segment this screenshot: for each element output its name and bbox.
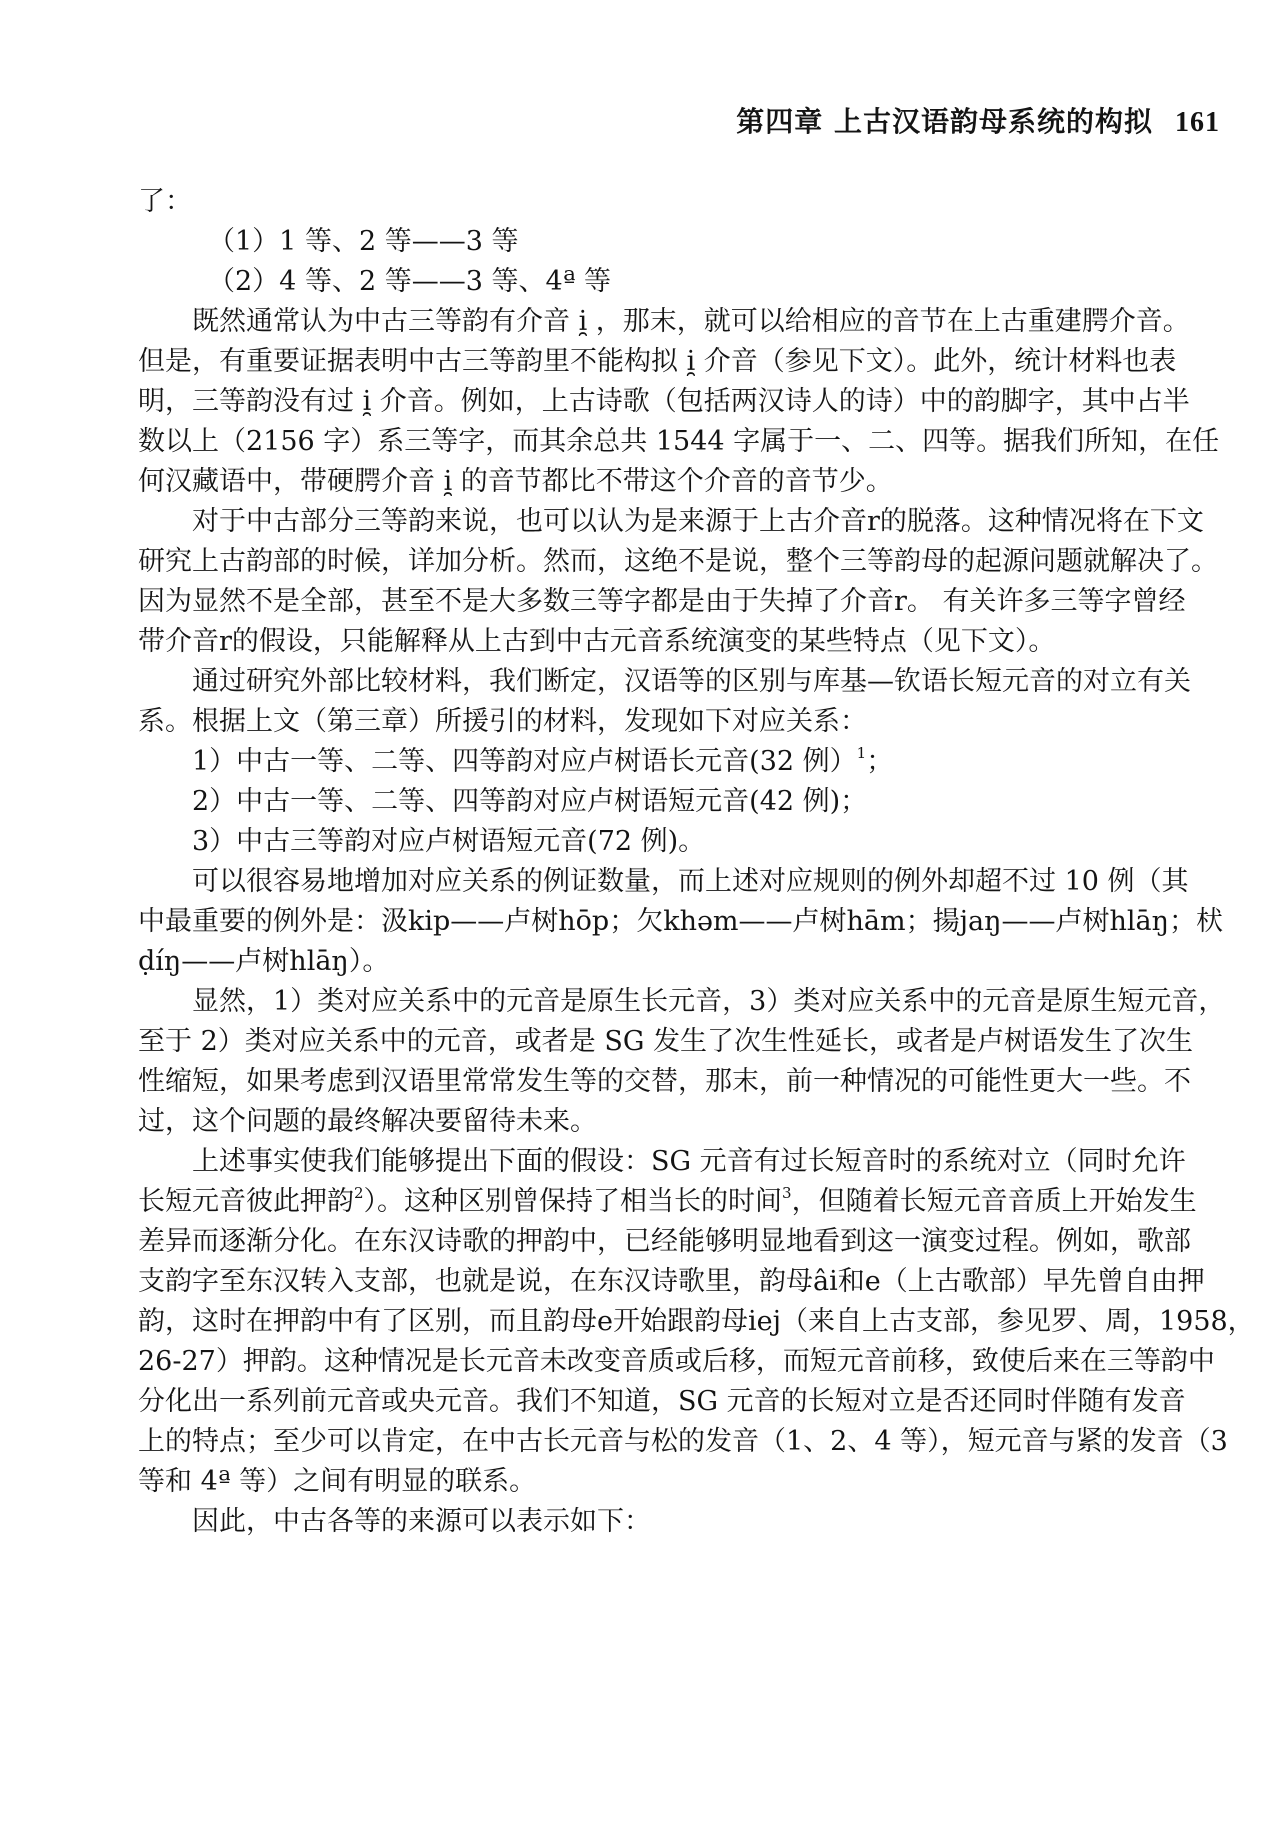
text-line: 数以上（2156 字）系三等字，而其余总共 1544 字属于一、二、四等。据我们所知，在任 — [138, 426, 1220, 457]
text-line: 2）中古一等、二等、四等韵对应卢树语短元音(42 例)； — [192, 786, 868, 817]
text-line — [138, 1182, 1233, 1222]
chapter-title: 第四章 上古汉语韵母系统的构拟 — [736, 105, 1153, 138]
text-line: 带介音r的假设，只能解释从上古到中古元音系统演变的某些特点（见下文）。 — [138, 626, 1056, 657]
text-line: 系。根据上文（第三章）所援引的材料，发现如下对应关系： — [138, 706, 867, 737]
text-line: 性缩短，如果考虑到汉语里常常发生等的交替，那末，前一种情况的可能性更大一些。不 — [138, 1066, 1191, 1097]
running-header — [736, 100, 1220, 140]
text-line: 了： — [138, 186, 192, 217]
text-line: ḍíŋ——卢树hlāŋ）。 — [138, 946, 390, 977]
text-line: 何汉藏语中，带硬腭介音 i̯ 的音节都比不带这个介音的音节少。 — [138, 466, 893, 497]
text-line: 中最重要的例外是：汲kip——卢树hōp；欠khəm——卢树hām；揚jaŋ——卢树hlāŋ；枤 — [138, 906, 1223, 937]
text-line: 明，三等韵没有过 i̯ 介音。例如，上古诗歌（包括两汉诗人的诗）中的韵脚字，其中占半 — [138, 386, 1190, 417]
text-line: 支韵字至东汉转入支部，也就是说，在东汉诗歌里，韵母âi和e（上古歌部）早先曾自由押 — [138, 1266, 1205, 1297]
text-line: 对于中古部分三等韵来说，也可以认为是来源于上古介音r的脱落。这种情况将在下文 — [192, 506, 1204, 537]
text-line: 可以很容易地增加对应关系的例证数量，而上述对应规则的例外却超不过 10 例（其 — [192, 866, 1189, 897]
text-line: 26-27）押韵。这种情况是长元音未改变音质或后移，而短元音前移，致使后来在三等韵中 — [138, 1346, 1215, 1377]
text-line: 至于 2）类对应关系中的元音，或者是 SG 发生了次生性延长，或者是卢树语发生了次生 — [138, 1026, 1193, 1057]
text-line: 3）中古三等韵对应卢树语短元音(72 例)。 — [192, 826, 706, 857]
body-text — [138, 182, 1255, 1542]
text-line: 但是，有重要证据表明中古三等韵里不能构拟 i̯ 介音（参见下文）。此外，统计材料也表 — [138, 346, 1177, 377]
text-span: ； — [866, 746, 894, 777]
text-line: （1）1 等、2 等——3 等 — [208, 226, 519, 257]
text-line: 上的特点；至少可以肯定，在中古长元音与松的发音（1、2、4 等），短元音与紧的发音（3 — [138, 1426, 1228, 1457]
text-line: 通过研究外部比较材料，我们断定，汉语等的区别与库基—钦语长短元音的对立有关 — [192, 666, 1191, 697]
text-line: 等和 4ª 等）之间有明显的联系。 — [138, 1466, 537, 1497]
text-line: 因此，中古各等的来源可以表示如下： — [192, 1506, 651, 1537]
text-line: 既然通常认为中古三等韵有介音 i̯ ，那末，就可以给相应的音节在上古重建腭介音。 — [192, 306, 1190, 337]
text-span: 长短元音彼此押韵 — [138, 1186, 354, 1217]
text-line: （2）4 等、2 等——3 等、4ª 等 — [208, 266, 612, 297]
footnote-mark: 2 — [354, 1184, 364, 1202]
text-span: 1）中古一等、二等、四等韵对应卢树语长元音(32 例） — [192, 746, 857, 777]
text-span: ）。这种区别曾保持了相当长的时间 — [363, 1186, 783, 1217]
footnote-mark: 1 — [856, 744, 867, 762]
text-span: ，但随着长短元音音质上开始发生 — [791, 1186, 1197, 1217]
text-line: 韵，这时在押韵中有了区别，而且韵母e开始跟韵母iej（来自上古支部，参见罗、周，1958， — [138, 1306, 1255, 1337]
text-line: 差异而逐渐分化。在东汉诗歌的押韵中，已经能够明显地看到这一演变过程。例如，歌部 — [138, 1226, 1191, 1257]
text-line: 上述事实使我们能够提出下面的假设：SG 元音有过长短音时的系统对立（同时允许 — [192, 1146, 1186, 1177]
text-line: 因为显然不是全部，甚至不是大多数三等字都是由于失掉了介音r。 有关许多三等字曾经 — [138, 586, 1186, 617]
text-line: 研究上古韵部的时候，详加分析。然而，这绝不是说，整个三等韵母的起源问题就解决了。 — [138, 546, 1218, 577]
text-line: 过，这个问题的最终解决要留待未来。 — [138, 1106, 597, 1137]
footnote-mark: 3 — [782, 1184, 792, 1202]
text-line: 分化出一系列前元音或央元音。我们不知道，SG 元音的长短对立是否还同时伴随有发音 — [138, 1386, 1186, 1417]
text-line — [138, 742, 1233, 782]
text-line: 显然，1）类对应关系中的元音是原生长元音，3）类对应关系中的元音是原生短元音， — [192, 986, 1226, 1017]
page-number: 161 — [1175, 107, 1220, 138]
